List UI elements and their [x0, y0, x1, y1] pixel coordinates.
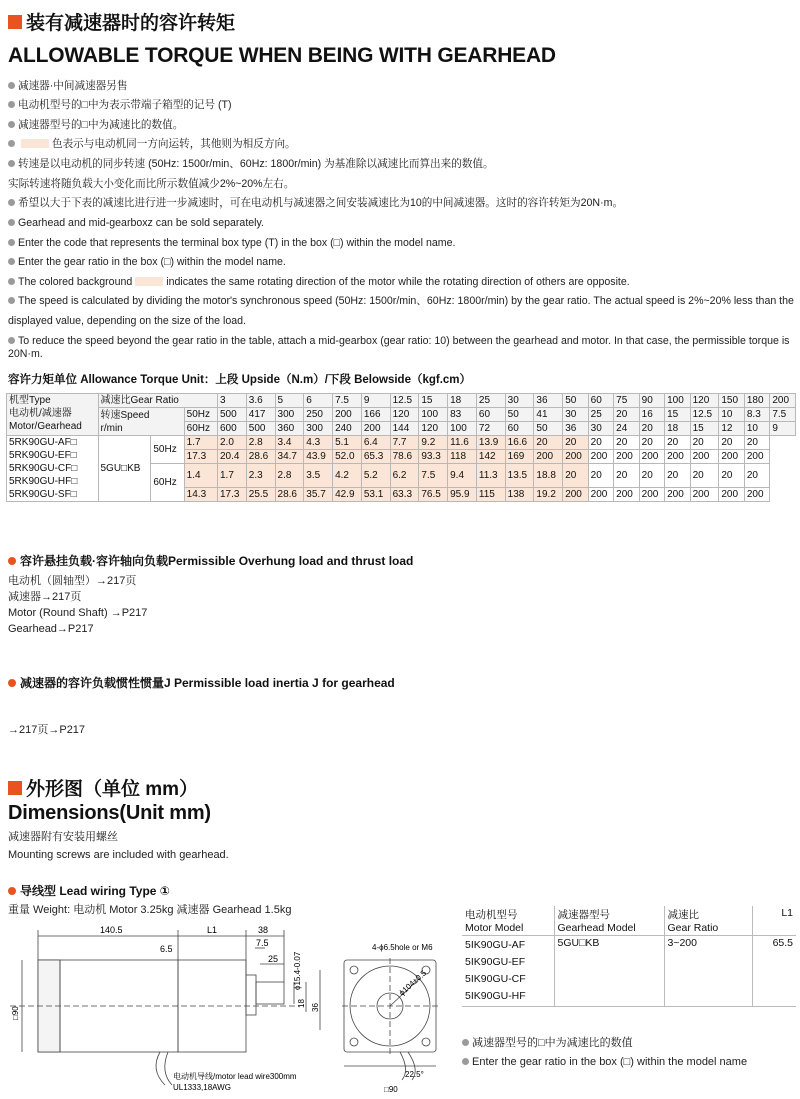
table-cell: 20.4 [218, 450, 247, 464]
bullet-icon [8, 101, 15, 108]
table-cell: 200 [333, 408, 362, 422]
table-cell: 28.6 [246, 450, 275, 464]
table-cell: 60Hz [184, 422, 217, 436]
table-cell: 500 [218, 408, 247, 422]
note-line: 减速器·中间减速器另售 [8, 80, 794, 93]
table-cell: 100 [448, 422, 477, 436]
note-line: 转速是以电动机的同步转速 (50Hz: 1500r/min、60Hz: 1800r/min) 为基准除以减速比而算出来的数值。 [8, 158, 794, 171]
table-cell: 200 [639, 488, 664, 502]
table-cell: 16 [639, 408, 664, 422]
table-cell: 15 [690, 422, 719, 436]
angle-label: 22.5° [405, 1070, 424, 1079]
gear-ratio-header: 减速比 Gear Ratio [664, 906, 752, 936]
bullet-icon [462, 1039, 469, 1046]
table-cell: 200 [719, 450, 744, 464]
table-cell: 10 [744, 422, 769, 436]
table-cell: 28.6 [275, 488, 304, 502]
table-cell: 36 [534, 394, 563, 408]
overhung-line: Motor (Round Shaft) →P217 [8, 607, 148, 619]
motor-model-header: 电动机型号 Motor Model [462, 906, 554, 936]
table-cell: 20 [614, 408, 639, 422]
table-cell: 75 [614, 394, 639, 408]
table-cell: 142 [476, 450, 505, 464]
table-cell: 200 [588, 450, 613, 464]
table-cell: 20 [588, 436, 613, 450]
note-line: To reduce the speed beyond the gear ratio in the table, attach a mid-gearbox (gear ratio: 10) between the gearhead and motor. In that case, the permissible torque is 20N·m. [8, 335, 790, 360]
inertia-heading: 减速器的容许负载惯性惯量J Permissible load inertia J for gearhead [8, 674, 395, 691]
table-cell: 18 [448, 394, 477, 408]
table-cell: 3.5 [304, 464, 333, 488]
table-cell: 36 [563, 422, 588, 436]
table-cell: 50 [534, 422, 563, 436]
torque-table [6, 393, 796, 502]
table-cell: 60 [476, 408, 505, 422]
table-cell: 12 [719, 422, 744, 436]
dim-36: 36 [311, 1003, 320, 1012]
table-cell: 1.7 [218, 464, 247, 488]
table-cell: 200 [744, 450, 769, 464]
table-cell: 6.4 [361, 436, 390, 450]
table-cell: 60 [505, 422, 534, 436]
table-cell: 200 [665, 450, 690, 464]
dim-104: ϕ104±0.5 [397, 968, 429, 998]
bullet-icon [8, 160, 15, 167]
table-cell: 15 [419, 394, 448, 408]
table-cell: 200 [534, 450, 563, 464]
table-row [7, 408, 796, 422]
table-cell: 30 [588, 422, 613, 436]
table-cell: 300 [304, 422, 333, 436]
weight-line: 重量 Weight: 电动机 Motor 3.25kg 减速器 Gearhead 1.5kg [8, 904, 292, 916]
table-cell: 200 [770, 394, 796, 408]
bullet-icon [8, 258, 15, 265]
table-row [7, 436, 796, 450]
table-cell: 15 [665, 408, 690, 422]
table-cell: 200 [361, 422, 390, 436]
note-line: 实际转速将随负载大小变化而比所示数值减少2%~20%左右。 [8, 178, 295, 190]
table-cell: 144 [390, 422, 419, 436]
table-cell: 12.5 [690, 408, 719, 422]
table-cell: 35.7 [304, 488, 333, 502]
table-cell: 20 [665, 436, 690, 450]
table-row [7, 394, 796, 408]
l1-header: L1 [752, 906, 796, 936]
note-line: 电动机型号的□中为表示带端子箱型的记号 (T) [8, 99, 794, 112]
gearhead-model-cell: 5GU□KB [554, 936, 664, 1007]
table-cell: 9.4 [448, 464, 477, 488]
note-line: Enter the code that represents the terminal box type (T) in the box (□) within the model name. [8, 237, 794, 250]
table-cell: 60Hz [151, 464, 184, 502]
table-cell: 7.5 [770, 408, 796, 422]
table-cell: 166 [361, 408, 390, 422]
table-cell: 120 [690, 394, 719, 408]
bullet-icon [8, 239, 15, 246]
dim-25: 25 [268, 954, 279, 964]
table-cell: 76.5 [419, 488, 448, 502]
table-cell: 20 [534, 436, 563, 450]
table-cell: 41 [534, 408, 563, 422]
table-cell: 200 [665, 488, 690, 502]
table-cell: 20 [690, 436, 719, 450]
table-cell: 500 [246, 422, 275, 436]
note-line: 色表示与电动机同一方向运转，其他则为相反方向。 [8, 138, 794, 151]
table-cell: 19.2 [534, 488, 563, 502]
dim-7-5: 7.5 [256, 938, 269, 948]
table-cell: 11.3 [476, 464, 505, 488]
table-cell: 20 [719, 464, 744, 488]
table-cell: 8.3 [744, 408, 769, 422]
table-cell: 34.7 [275, 450, 304, 464]
table-cell: 200 [614, 450, 639, 464]
table-cell: 20 [639, 436, 664, 450]
table-cell: 4.2 [333, 464, 362, 488]
note-line: Gearhead and mid-gearboxz can be sold separately. [8, 217, 794, 230]
table-cell: 9 [770, 422, 796, 436]
table-cell: 3 [218, 394, 247, 408]
bullet-icon [462, 1058, 469, 1065]
table-cell: 200 [614, 488, 639, 502]
table-cell: 16.6 [505, 436, 534, 450]
table-cell: 9.2 [419, 436, 448, 450]
table-cell: 20 [665, 464, 690, 488]
hole-label: 4-ϕ6.5hole or M6 [372, 943, 433, 952]
lead-type-heading: 导线型 Lead wiring Type ① [8, 882, 170, 899]
table-cell: 120 [419, 422, 448, 436]
model-note-cn: 减速器型号的□中为减速比的数值 [462, 1037, 794, 1050]
table-cell: 2.0 [218, 436, 247, 450]
table-cell: 600 [218, 422, 247, 436]
shaft-shape [256, 982, 284, 1004]
table-cell: 30 [563, 408, 588, 422]
dimension-drawing [0, 920, 460, 1099]
table-cell: 13.5 [505, 464, 534, 488]
dim-15: ϕ15.4-0.07 [293, 951, 302, 990]
table-cell: 120 [390, 408, 419, 422]
table-cell: 200 [690, 488, 719, 502]
dim-6-5: 6.5 [160, 944, 173, 954]
table-cell: 180 [744, 394, 769, 408]
table-cell: 7.5 [333, 394, 362, 408]
orange-dot-icon [8, 887, 16, 895]
dimensions-title-en: Dimensions(Unit mm) [8, 802, 211, 824]
table-cell: 20 [744, 436, 769, 450]
color-swatch [135, 277, 163, 286]
table-cell: 18 [665, 422, 690, 436]
table-cell: 53.1 [361, 488, 390, 502]
overhung-line: Gearhead→P217 [8, 623, 94, 635]
table-cell: 3.6 [246, 394, 275, 408]
table-cell: 200 [563, 450, 588, 464]
table-cell: 63.3 [390, 488, 419, 502]
table-cell: 1.4 [184, 464, 217, 488]
table-cell: 6.2 [390, 464, 419, 488]
table-cell: 200 [744, 488, 769, 502]
note-line: The speed is calculated by dividing the motor's synchronous speed (50Hz: 1500r/min、60Hz: 1800r/min) by the gear ratio. The actual speed is 2%~20% less than the [8, 295, 794, 308]
orange-square-icon [8, 781, 22, 795]
table-cell: 3.4 [275, 436, 304, 450]
table-cell: 20 [744, 464, 769, 488]
dimensions-note-en: Mounting screws are included with gearhead. [8, 849, 229, 861]
table-cell: 115 [476, 488, 505, 502]
bullet-icon [8, 278, 15, 285]
table-cell: 42.9 [333, 488, 362, 502]
table-cell: 60 [588, 394, 613, 408]
motor-models: 5IK90GU-AF 5IK90GU-EF 5IK90GU-CF 5IK90GU-HF [462, 936, 554, 1007]
table-cell: 5RK90GU-AF□ 5RK90GU-EF□ 5RK90GU-CF□ 5RK90GU-HF□ 5RK90GU-SF□ [7, 436, 99, 502]
bullet-icon [8, 82, 15, 89]
table-cell: 50Hz [184, 408, 217, 422]
note-line: Enter the gear ratio in the box (□) within the model name. [8, 256, 794, 269]
orange-dot-icon [8, 557, 16, 565]
table-cell: 7.7 [390, 436, 419, 450]
table-cell: 11.6 [448, 436, 477, 450]
table-cell: 138 [505, 488, 534, 502]
table-cell: 93.3 [419, 450, 448, 464]
color-swatch [21, 139, 49, 148]
table-cell: 250 [304, 408, 333, 422]
section-title-en: ALLOWABLE TORQUE WHEN BEING WITH GEARHEAD [8, 44, 556, 67]
bullet-icon [8, 297, 15, 304]
table-cell: 25 [476, 394, 505, 408]
table-cell: 24 [614, 422, 639, 436]
table-cell: 52.0 [333, 450, 362, 464]
section-title-cn: 装有减速器时的容许转矩 [8, 8, 235, 35]
table-cell: 78.6 [390, 450, 419, 464]
table-cell: 118 [448, 450, 477, 464]
table-cell: 20 [639, 464, 664, 488]
table-cell: 300 [275, 408, 304, 422]
dimensions-title-cn: 外形图（单位 mm） [8, 774, 198, 801]
table-cell: 20 [588, 464, 613, 488]
bullet-icon [8, 199, 15, 206]
table-cell: 2.8 [275, 464, 304, 488]
table-cell: 240 [333, 422, 362, 436]
table-cell: 417 [246, 408, 275, 422]
note-line: 减速器型号的□中为减速比的数值。 [8, 119, 794, 132]
table-cell: 17.3 [184, 450, 217, 464]
table-cell: 7.5 [419, 464, 448, 488]
table-cell: 150 [719, 394, 744, 408]
table-cell: 50 [563, 394, 588, 408]
table-cell: 83 [448, 408, 477, 422]
overhung-line: 电动机（圆轴型）→217页 [8, 575, 137, 587]
bullet-icon [8, 140, 15, 147]
dimensions-note-cn: 减速器附有安装用螺丝 [8, 831, 118, 843]
table-cell: 12.5 [390, 394, 419, 408]
table-cell: 90 [639, 394, 664, 408]
table-cell: 100 [665, 394, 690, 408]
l1-cell: 65.5 [752, 936, 796, 1007]
gear-ratio-cell: 3~200 [664, 936, 752, 1007]
table-cell: 减速比Gear Ratio [98, 394, 218, 408]
overhung-heading: 容许悬挂负载·容许轴向负载Permissible Overhung load and thrust load [8, 552, 413, 569]
table-cell: 机型Type 电动机/减速器 Motor/Gearhead [7, 394, 99, 436]
table-cell: 5.1 [333, 436, 362, 450]
table-cell: 200 [563, 488, 588, 502]
dim-90-front: □90 [384, 1085, 398, 1094]
table-cell: 转速Speed r/min [98, 408, 184, 436]
table-cell: 169 [505, 450, 534, 464]
gearhead-model-header: 减速器型号 Gearhead Model [554, 906, 664, 936]
table-cell: 20 [614, 464, 639, 488]
model-note-en: Enter the gear ratio in the box (□) within the model name [462, 1056, 794, 1069]
table-cell: 65.3 [361, 450, 390, 464]
torque-heading: 容许力矩单位 Allowance Torque Unit：上段 Upside（N.m）/下段 Belowside（kgf.cm） [8, 374, 472, 386]
table-cell: 20 [690, 464, 719, 488]
note-line: displayed value, depending on the size of the load. [8, 315, 246, 327]
dim-18: 18 [297, 999, 306, 1008]
note-line: 希望以大于下表的减速比进行进一步减速时，可在电动机与减速器之间安装减速比为10的中间减速器。这时的容许转矩为20N·m。 [8, 197, 794, 210]
table-cell: 50Hz [151, 436, 184, 464]
table-cell: 10 [719, 408, 744, 422]
table-cell: 18.8 [534, 464, 563, 488]
table-cell: 200 [690, 450, 719, 464]
table-cell: 6 [304, 394, 333, 408]
table-cell: 20 [639, 422, 664, 436]
table-cell: 17.3 [218, 488, 247, 502]
table-cell: 50 [505, 408, 534, 422]
table-cell: 100 [419, 408, 448, 422]
table-cell: 1.7 [184, 436, 217, 450]
ul-label: UL1333,18AWG [173, 1083, 231, 1092]
table-cell: 95.9 [448, 488, 477, 502]
dim-90: □90 [11, 1006, 20, 1020]
table-cell: 9 [361, 394, 390, 408]
table-cell: 25.5 [246, 488, 275, 502]
table-cell: 4.3 [304, 436, 333, 450]
table-cell: 5GU□KB [98, 436, 151, 502]
table-cell: 20 [614, 436, 639, 450]
orange-square-icon [8, 15, 22, 29]
table-cell: 20 [719, 436, 744, 450]
table-cell: 360 [275, 422, 304, 436]
table-cell: 43.9 [304, 450, 333, 464]
table-cell: 25 [588, 408, 613, 422]
table-cell: 200 [588, 488, 613, 502]
table-cell: 13.9 [476, 436, 505, 450]
dim-140-5: 140.5 [100, 925, 123, 935]
model-table [462, 906, 796, 1007]
bullet-icon [8, 337, 15, 344]
overhung-line: 减速器→217页 [8, 591, 82, 603]
orange-dot-icon [8, 679, 16, 687]
table-cell: 2.8 [246, 436, 275, 450]
table-cell: 200 [719, 488, 744, 502]
bullet-icon [8, 219, 15, 226]
table-cell: 2.3 [246, 464, 275, 488]
dim-38: 38 [258, 925, 269, 935]
table-cell: 5.2 [361, 464, 390, 488]
flange-shape [246, 975, 256, 1015]
table-cell: 14.3 [184, 488, 217, 502]
bullet-icon [8, 121, 15, 128]
lead-wire-label: 电动机导线/motor lead wire300mm [173, 1072, 297, 1081]
table-cell: 5 [275, 394, 304, 408]
table-cell: 72 [476, 422, 505, 436]
dim-l1: L1 [207, 925, 218, 935]
table-cell: 200 [639, 450, 664, 464]
table-cell: 30 [505, 394, 534, 408]
note-line: The colored background indicates the same rotating direction of the motor while the rotating direction of others are opposite. [8, 276, 794, 289]
inertia-line: →217页→P217 [8, 724, 86, 736]
table-cell: 20 [563, 464, 588, 488]
table-cell: 20 [563, 436, 588, 450]
